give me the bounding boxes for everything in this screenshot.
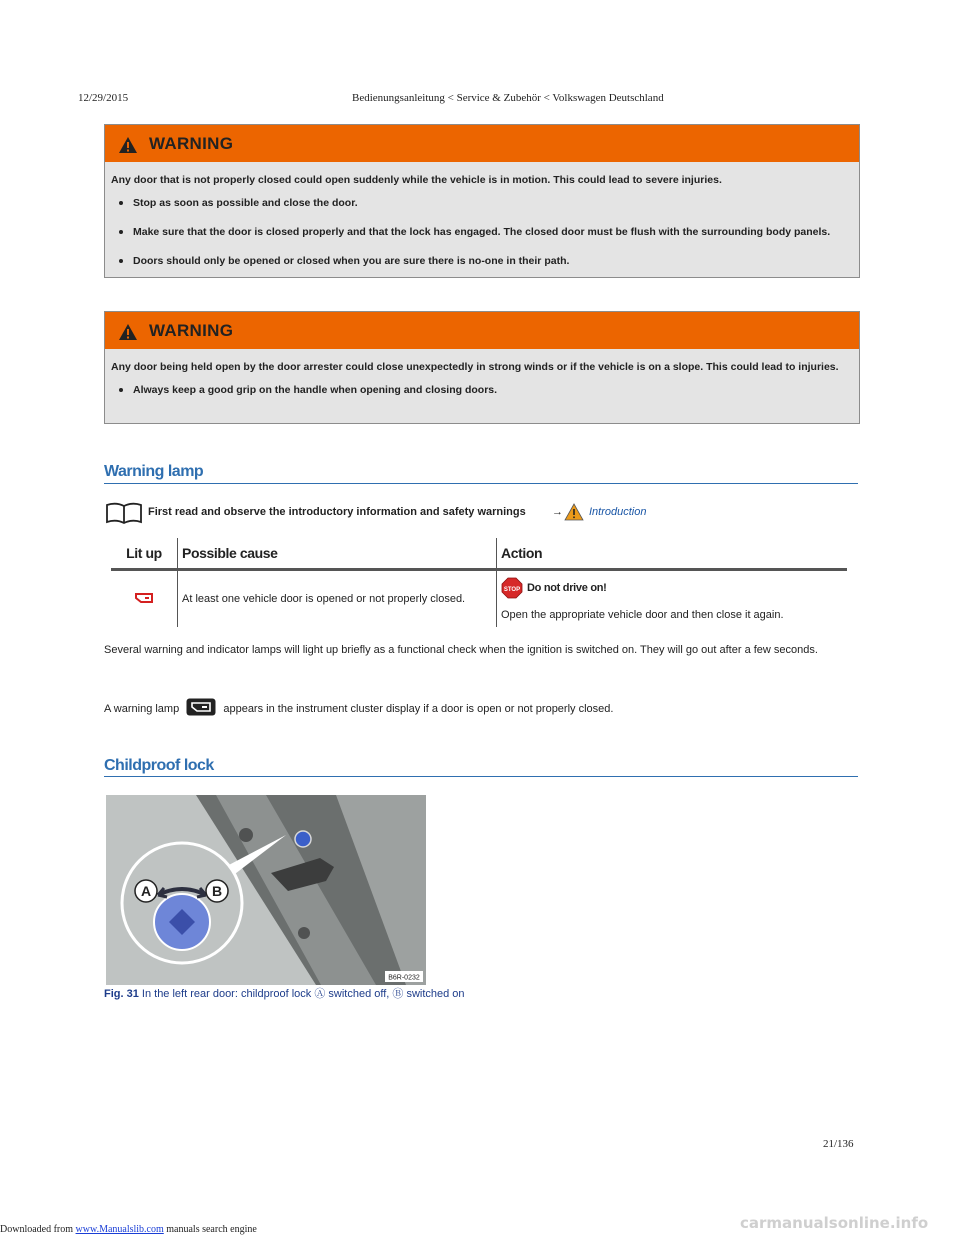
warning-list [111, 195, 849, 269]
figure-number: Fig. 31 [104, 988, 139, 1000]
stop-sign-icon [501, 577, 523, 599]
action-title: Do not drive on! [527, 582, 607, 594]
warning-header [105, 312, 859, 349]
paragraph-text-after: appears in the instrument cluster display if a door is open or not properly closed. [223, 703, 614, 715]
door-warning-lamp-icon [134, 591, 154, 605]
footer-prefix: Downloaded from [0, 1224, 76, 1235]
action-cell [497, 570, 848, 628]
section-divider [104, 483, 858, 484]
page-number: 21/136 [823, 1138, 854, 1150]
warning-text: Any door that is not properly closed could open suddenly while the vehicle is in motion. This could lead to severe injuries. [111, 174, 722, 186]
footer [0, 1224, 257, 1235]
section-title-warning-lamp: Warning lamp [104, 463, 204, 480]
lamp-cell [111, 570, 178, 628]
action-text: Open the appropriate vehicle door and then close it again. [501, 609, 784, 621]
figure-label-a: A [140, 883, 152, 899]
warning-triangle-icon [118, 323, 138, 341]
warning-box-door-closing [104, 124, 860, 278]
warning-box-door-arrester [104, 311, 860, 424]
column-header-action: Action [497, 538, 848, 570]
warning-item: Always keep a good grip on the handle when opening and closing doors. [111, 382, 849, 398]
footer-suffix: manuals search engine [163, 1224, 257, 1235]
figure-label-b: B [211, 883, 223, 899]
warning-header [105, 125, 859, 162]
warning-list [111, 382, 849, 398]
warning-triangle-icon [118, 136, 138, 154]
section-divider [104, 776, 858, 777]
door-warning-lamp-icon [186, 698, 216, 716]
paragraph-text-before: A warning lamp [104, 703, 180, 715]
note-text: First read and observe the introductory information and safety warnings [148, 506, 526, 518]
figure-caption-text: In the left rear door: childproof lock Ⓐ switched off, Ⓑ switched on [141, 988, 465, 1000]
warning-item: Doors should only be opened or closed when you are sure there is no-one in their path. [111, 253, 849, 269]
table-header-row [111, 538, 847, 570]
print-title: Bedienungsanleitung < Service & Zubehör < Volkswagen Deutschland [352, 92, 664, 104]
warning-title: WARNING [149, 321, 234, 340]
print-date: 12/29/2015 [78, 92, 129, 104]
column-header-lit-up: Lit up [111, 538, 178, 570]
book-icon [104, 501, 144, 525]
manualslib-link[interactable]: www.Manualslib.com [75, 1224, 164, 1235]
safety-note [104, 501, 858, 525]
cause-cell: At least one vehicle door is opened or not properly closed. [178, 570, 497, 628]
figure-code: B6R-0232 [388, 974, 420, 982]
warning-item: Stop as soon as possible and close the door. [111, 195, 849, 211]
warning-title: WARNING [149, 134, 234, 153]
watermark: carmanualsonline.info [740, 1214, 929, 1232]
stop-sign-label: STOP [503, 587, 521, 593]
warning-text: Any door being held open by the door arrester could close unexpectedly in strong winds or if the vehicle is on a slope. This could lead to injuries. [111, 361, 839, 373]
column-header-cause: Possible cause [178, 538, 497, 570]
introduction-link[interactable]: Introduction [589, 506, 647, 518]
paragraph-functional-check: Several warning and indicator lamps will light up briefly as a functional check when the ignition is switched on. They will go out after a few seconds. [104, 644, 818, 656]
table-row [111, 570, 847, 628]
figure-caption [104, 985, 465, 1001]
childproof-lock-illustration [106, 795, 426, 985]
childproof-lock-figure [106, 795, 426, 985]
warning-lamp-table [111, 538, 847, 627]
section-title-childproof-lock: Childproof lock [104, 757, 214, 774]
note-arrow: → [552, 506, 563, 518]
warning-item: Make sure that the door is closed properly and that the lock has engaged. The closed door must be flush with the surrounding body panels. [111, 224, 849, 240]
paragraph-warning-lamp [104, 698, 844, 718]
warning-triangle-icon [564, 503, 584, 521]
